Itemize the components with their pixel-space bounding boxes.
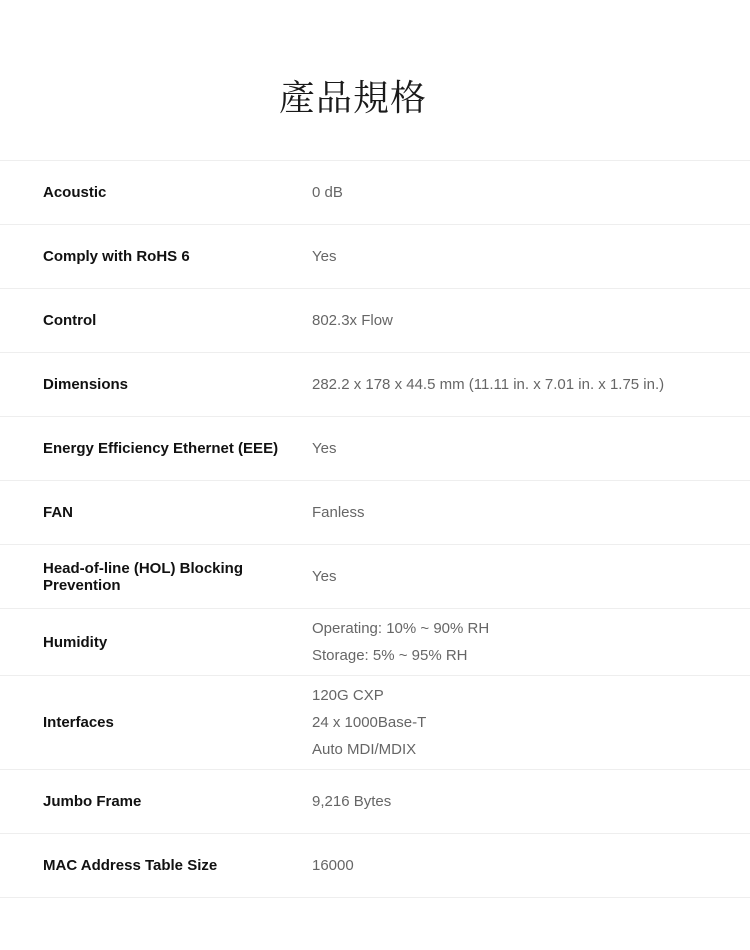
spec-row-humidity (0, 609, 750, 676)
spec-row-rohs (0, 225, 750, 289)
spec-value (312, 371, 750, 398)
spec-value-line: 120G CXP (312, 687, 384, 704)
spec-value (312, 615, 750, 669)
spec-value-line: 16000 (312, 857, 354, 874)
spec-value-line: 9,216 Bytes (312, 793, 392, 810)
spec-row-interfaces (0, 676, 750, 770)
spec-row-fan (0, 481, 750, 545)
spec-value-line: Yes (312, 568, 337, 585)
spec-value (312, 563, 750, 590)
spec-value (312, 682, 750, 763)
spec-label: Interfaces (43, 714, 114, 731)
spec-value-line: Fanless (312, 504, 365, 521)
spec-row-mac-table (0, 834, 750, 898)
spec-value (312, 435, 750, 462)
spec-label: Energy Efficiency Ethernet (EEE) (43, 440, 279, 457)
spec-value-line: Auto MDI/MDIX (312, 741, 417, 758)
spec-value-line: Operating: 10% ~ 90% RH (312, 620, 490, 637)
spec-label: FAN (43, 504, 73, 521)
spec-value-line: Yes (312, 248, 337, 265)
spec-row-hol (0, 545, 750, 609)
spec-value-line: 282.2 x 178 x 44.5 mm (11.11 in. x 7.01 in. x 1.75 in.) (312, 376, 665, 393)
spec-value-line: 802.3x Flow (312, 312, 393, 329)
spec-label: Control (43, 312, 97, 329)
spec-value-line: 24 x 1000Base-T (312, 714, 427, 731)
spec-label: Comply with RoHS 6 (43, 248, 190, 265)
spec-value (312, 499, 750, 526)
spec-label: Acoustic (43, 184, 107, 201)
spec-value (312, 179, 750, 206)
spec-row-eee (0, 417, 750, 481)
spec-label: Jumbo Frame (43, 793, 142, 810)
spec-value (312, 307, 750, 334)
spec-value-line: Storage: 5% ~ 95% RH (312, 647, 468, 664)
spec-value-line: 0 dB (312, 184, 343, 201)
spec-value (312, 788, 750, 815)
spec-label: Head-of-line (HOL) Blocking Prevention (43, 559, 243, 594)
spec-label: Dimensions (43, 376, 129, 393)
spec-value (312, 852, 750, 879)
spec-row-control (0, 289, 750, 353)
page-title: 產品規格 (278, 78, 427, 119)
spec-label: MAC Address Table Size (43, 857, 218, 874)
spec-row-jumbo-frame (0, 770, 750, 834)
spec-value-line: Yes (312, 440, 337, 457)
spec-table (0, 160, 750, 898)
spec-label: Humidity (43, 633, 108, 651)
spec-row-acoustic (0, 161, 750, 225)
spec-row-dimensions (0, 353, 750, 417)
spec-value (312, 243, 750, 270)
